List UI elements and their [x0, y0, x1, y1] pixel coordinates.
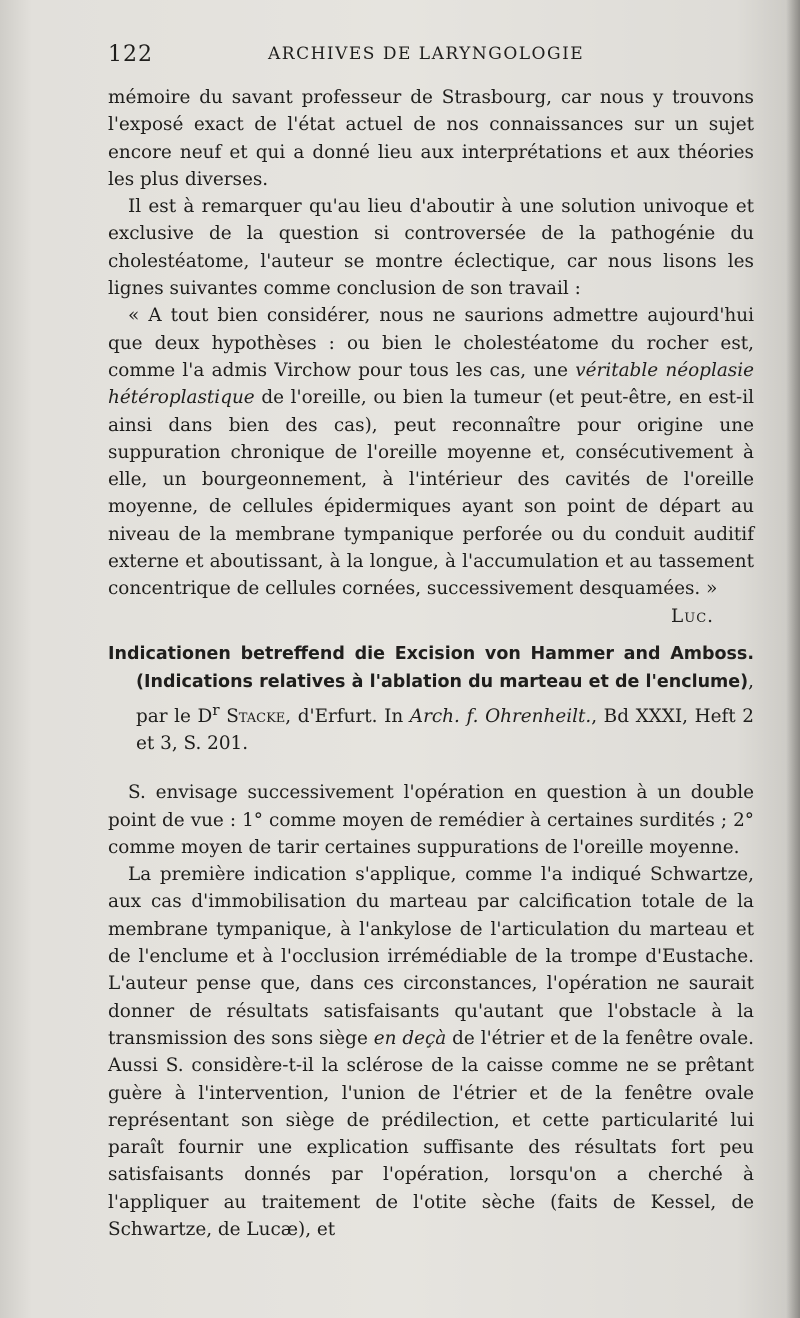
paragraph-text: de l'étrier et de la fenêtre ovale. Aussi S. considère-t-il la sclérose de la caisse comme ne se prêtant guère à l'intervention, l'union de l'étrier et de la fenêtre ovale représentant son siège de prédilection, et cette particularité lui paraît fournir une explication suffisante des résultats fort peu satisfaisants donnés par l'opération, lorsqu'on a cherché à l'appliquer au traitement de l'otite sèche (faits de Kessel, de Schwartze, de Lucæ), et: [108, 1027, 754, 1240]
paragraph: Il est à remarquer qu'au lieu d'aboutir à une solution univoque et exclusive de la question si controversée de la pathogénie du cholestéatome, l'auteur se montre éclectique, car nous lisons les lignes suivantes comme conclusion de son travail :: [108, 196, 754, 300]
reviewer-signature: Luc.: [671, 605, 714, 627]
quotation-emphasis: véritable néoplasie hétéroplastique: [108, 359, 754, 409]
page-header: [108, 42, 748, 78]
paragraph: S. envisage successivement l'opération en question à un double point de vue : 1° comme moyen de remédier à certaines surdités ; 2° comme moyen de tarir certaines suppurations de l'oreille moyenne.: [108, 782, 754, 858]
citation-text: , d'Erfurt. In: [285, 705, 410, 727]
quotation-paragraph: [108, 302, 754, 602]
paragraph: mémoire du savant professeur de Strasbourg, car nous y trouvons l'exposé exact de l'état actuel de nos connaissances sur un sujet encore neuf et qui a donné lieu aux interprétations et aux théories les plus diverses.: [108, 87, 754, 190]
quotation-text: de l'oreille, ou bien la tumeur (et peut-être, en est-il ainsi dans bien des cas), peut reconnaître pour origine une suppuration chronique de l'oreille moyenne et, consécutivement à elle, un bourgeonnement, à l'intérieur des cavités de l'oreille moyenne, de cellules épidermiques ayant son point de départ au niveau de la membrane tympanique perforée ou du conduit auditif externe et aboutissant, à la longue, à l'accumulation et au tassement concentrique de cellules cornées, successivement desquamées. »: [108, 387, 754, 600]
paragraph-emphasis: en deçà: [373, 1027, 447, 1049]
author-name: Stacke: [226, 705, 286, 727]
article-title: Indicationen betreffend die Excision von Hammer and Amboss. (Indications relatives à l'ablation du marteau et de l'enclume): [108, 643, 754, 693]
page-number: 122: [108, 42, 153, 67]
article-citation: [108, 640, 754, 757]
section-gap: [108, 630, 754, 640]
paragraph-text: La première indication s'applique, comme l'a indiqué Schwartze, aux cas d'immobilisation du marteau par calcification totale de la membrane tympanique, à l'ankylose de l'articulation du marteau et de l'enclume et à l'occlusion irrémédiable de la trompe d'Eustache. L'auteur pense que, dans ces circonstances, l'opération ne saurait donner de résultats satisfaisants qu'autant que l'obstacle à la transmission des sons siège: [108, 864, 754, 1049]
running-title: ARCHIVES DE LARYNGOLOGIE: [268, 44, 585, 64]
page-spine-shadow: [786, 0, 800, 1318]
citation-superscript: r: [212, 700, 220, 719]
quotation-text: « A tout bien considérer, nous ne saurions admettre aujourd'hui que deux hypothèses : ou bien le cholestéatome du rocher est, comme l'a admis Virchow pour tous les cas, une: [108, 305, 754, 381]
journal-name: Arch. f. Ohrenheilt.: [409, 705, 592, 727]
page-body: [108, 84, 754, 1243]
section-gap: [108, 757, 754, 779]
paragraph: [108, 861, 754, 1243]
citation-text: , Bd XXXI, Heft 2 et 3, S. 201.: [136, 705, 754, 754]
citation-text: , par le D: [136, 671, 754, 727]
